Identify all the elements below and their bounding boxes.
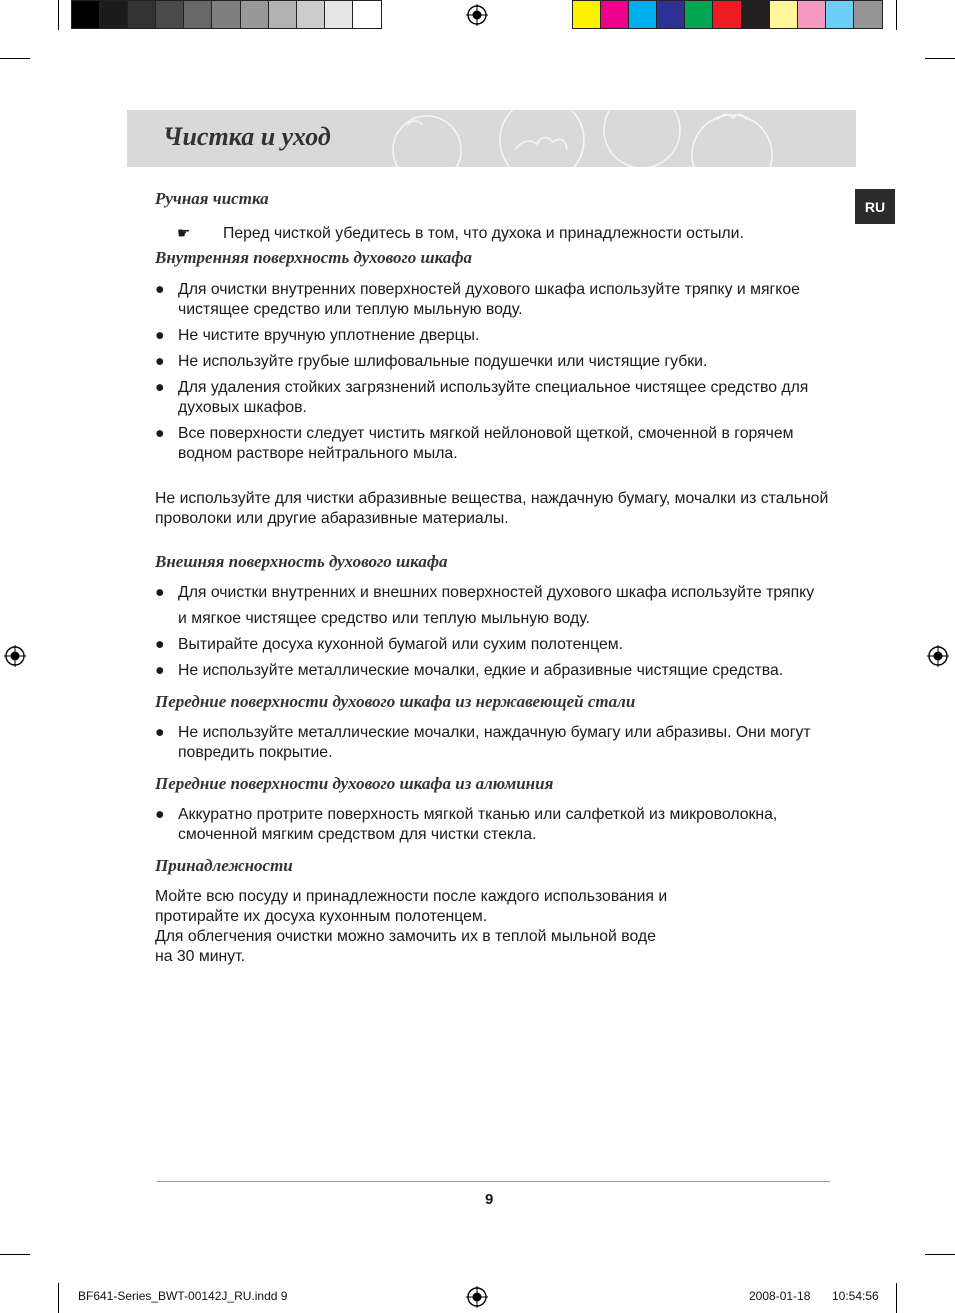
language-tab: RU: [855, 189, 895, 224]
crop-mark: [896, 1283, 897, 1313]
registration-mark-icon: [466, 1286, 488, 1308]
list-item: ● Для очистки внутренних и внешних поверхностей духового шкафа используйте тряпку: [155, 584, 815, 601]
gray-swatch: [325, 1, 353, 28]
footer-rule: [157, 1181, 830, 1182]
crop-mark: [58, 0, 59, 30]
process-color-bar: [572, 0, 883, 29]
exterior-list: [155, 583, 835, 681]
grayscale-color-bar: [71, 0, 382, 29]
note: [155, 224, 835, 244]
crop-mark: [58, 1283, 59, 1313]
registration-mark-icon: [4, 645, 26, 667]
page-number: 9: [485, 1191, 494, 1208]
bullet-icon: ●: [155, 584, 165, 601]
bullet-icon: ●: [155, 281, 165, 298]
list-item: ● Все поверхности следует чистить мягкой нейлоновой щеткой, смоченной в горячем водном растворе нейтрального мыла.: [155, 425, 794, 462]
gray-swatch: [269, 1, 297, 28]
color-swatch: [742, 1, 770, 28]
section-heading-aluminium: Передние поверхности духового шкафа из алюминия: [155, 774, 554, 793]
bullet-icon: ●: [155, 425, 165, 442]
list-item-continuation: и мягкое чистящее средство или теплую мыльную воду.: [178, 610, 590, 627]
color-swatch: [629, 1, 657, 28]
main-content: [155, 189, 835, 967]
gray-swatch: [100, 1, 128, 28]
bullet-icon: ●: [155, 724, 165, 741]
section-heading-steel: Передние поверхности духового шкафа из нержавеющей стали: [155, 692, 636, 711]
gray-swatch: [184, 1, 212, 28]
section-heading-accessories: Принадлежности: [155, 856, 293, 875]
bullet-icon: ●: [155, 662, 165, 679]
crop-mark: [925, 1254, 955, 1255]
bullet-icon: ●: [155, 379, 165, 396]
note-text: Перед чисткой убедитесь в том, что духока и принадлежности остыли.: [223, 225, 744, 242]
interior-list: [155, 280, 835, 464]
crop-mark: [925, 58, 955, 59]
page-title: Чистка и уход: [163, 122, 331, 151]
color-swatch: [685, 1, 713, 28]
color-swatch: [770, 1, 798, 28]
bullet-icon: ●: [155, 353, 165, 370]
aluminium-list: [155, 805, 835, 845]
file-slug: BF641-Series_BWT-00142J_RU.indd 9: [78, 1289, 288, 1303]
title-band: [127, 110, 856, 167]
list-item: ● Для удаления стойких загрязнений используйте специальное чистящее средство для духовых шкафов.: [155, 379, 809, 416]
pointing-hand-icon: ☛: [177, 225, 191, 242]
bullet-icon: ●: [155, 327, 165, 344]
color-swatch: [854, 1, 882, 28]
bullet-icon: ●: [155, 806, 165, 823]
registration-mark-icon: [927, 645, 949, 667]
slug-date: 2008-01-18: [749, 1289, 811, 1303]
section-heading-interior: Внутренняя поверхность духового шкафа: [155, 248, 473, 267]
crop-mark: [0, 58, 30, 59]
gray-swatch: [297, 1, 325, 28]
gray-swatch: [72, 1, 100, 28]
color-swatch: [713, 1, 741, 28]
gray-swatch: [128, 1, 156, 28]
list-item: ● Вытирайте досуха кухонной бумагой или сухим полотенцем.: [155, 636, 624, 653]
color-swatch: [657, 1, 685, 28]
gray-swatch: [241, 1, 269, 28]
gray-swatch: [353, 1, 381, 28]
slug-time: 10:54:56: [832, 1289, 879, 1303]
gray-swatch: [212, 1, 240, 28]
list-item: ● Не используйте металлические мочалки, наждачную бумагу или абразивы. Они могут повредить покрытие.: [155, 724, 811, 761]
list-item: ● Не используйте металлические мочалки, едкие и абразивные чистящие средства.: [155, 662, 784, 679]
color-swatch: [826, 1, 854, 28]
crop-mark: [896, 0, 897, 30]
accessories-text: Мойте всю посуду и принадлежности после каждого использования и протирайте их досуха кухонным полотенцем. Для облегчения очистки можно замочить их в теплой мыльной воде на 30 минут.: [155, 888, 668, 965]
list-item: ● Аккуратно протрите поверхность мягкой тканью или салфеткой из микроволокна, смоченной мягким средством для чистки стекла.: [155, 806, 778, 843]
registration-mark-icon: [466, 4, 488, 26]
list-item: ● Не используйте грубые шлифовальные подушечки или чистящие губки.: [155, 353, 708, 370]
section-heading-exterior: Внешняя поверхность духового шкафа: [155, 552, 448, 571]
gray-swatch: [156, 1, 184, 28]
section-heading-manual: Ручная чистка: [155, 189, 269, 208]
color-swatch: [601, 1, 629, 28]
crop-mark: [0, 1254, 30, 1255]
color-swatch: [573, 1, 601, 28]
bullet-icon: ●: [155, 636, 165, 653]
list-item: ● Для очистки внутренних поверхностей духового шкафа используйте тряпку и мягкое чистящее средство или теплую мыльную воду.: [155, 281, 800, 318]
warning-text: Не используйте для чистки абразивные вещества, наждачную бумагу, мочалки из стальной проволоки или другие абаразивные материалы.: [155, 490, 829, 527]
color-swatch: [798, 1, 826, 28]
steel-list: [155, 723, 835, 763]
list-item: ● Не чистите вручную уплотнение дверцы.: [155, 327, 480, 344]
